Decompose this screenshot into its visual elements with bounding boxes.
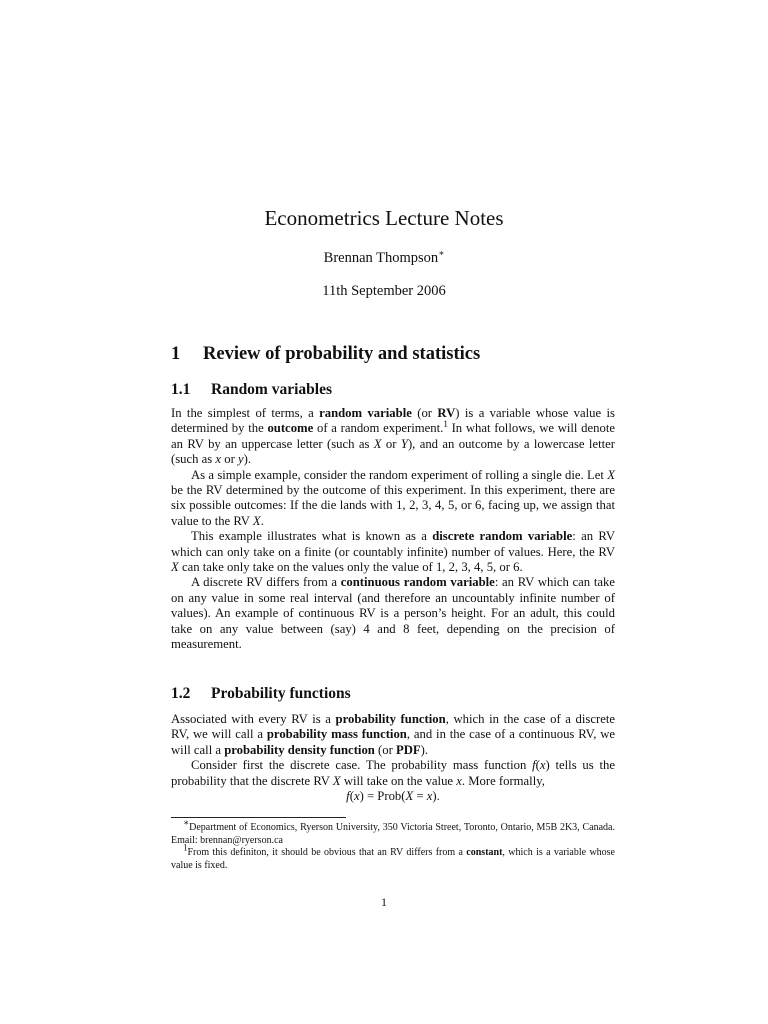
footnote-ref: 1	[443, 419, 448, 430]
paragraph: Associated with every RV is a probability function, which in the case of a discrete RV, we will call a probability mass function, and in the case of a continuous RV, we will call a probability density function (or PDF).	[171, 712, 616, 757]
footnote: $^1$From this definiton, it should be obvious that an RV differs from a constant, which is a variable whose value is fixed.	[171, 842, 615, 871]
subsection-number: 1.2	[171, 685, 191, 702]
author-footnote-mark: ∗	[438, 248, 445, 259]
paragraph: This example illustrates what is known as a discrete random variable: an RV which can only take on a finite (or countably infinite) number of values. Here, the RV X can take only take on the values only the value of 1, 2, 3, 4, 5, or 6.	[171, 529, 615, 575]
section-number: 1	[171, 344, 181, 364]
subsection-title: Random variables	[211, 381, 332, 398]
subsection-number: 1.1	[171, 381, 191, 398]
subsection-heading	[171, 381, 332, 399]
paragraph: As a simple example, consider the random experiment of rolling a single die. Let X be the RV determined by the outcome of this experiment. In this experiment, there are six possible outcomes: If the die lands with 1, 2, 3, 4, 5, or 6, facing up, we assign that value to the RV X.	[171, 467, 615, 528]
subsection-heading	[171, 685, 351, 703]
author-name: Brennan Thompson	[323, 250, 439, 266]
section-title: Review of probability and statistics	[203, 344, 481, 364]
paragraph: A discrete RV differs from a continuous random variable: an RV which can take on any value in some real interval (and therefore an uncountably infinite number of values). An example of continuous RV is a person’s height. For an adult, this could take on any value between (say) 4 and 8 feet, depending on the precision of measurement.	[171, 575, 615, 652]
section-heading	[171, 344, 480, 365]
paragraph: In the simplest of terms, a random variable (or RV) is a variable whose value is determined by the outcome of a random experiment.$^1$ In what follows, we will denote an RV by an uppercase letter (such as X or Y), and an outcome by a lowercase letter (such as x or y).	[171, 406, 615, 467]
subsection-title: Probability functions	[211, 685, 351, 702]
paragraph: Consider first the discrete case. The probability mass function f(x) tells us the probability that the discrete RV X will take on the value x. More formally,	[171, 758, 615, 788]
footnotes	[171, 817, 615, 872]
footnote-rule	[171, 817, 346, 818]
page-number: 1	[381, 895, 387, 909]
subsection-body	[171, 712, 615, 804]
author-line	[0, 250, 768, 267]
paper-date: 11th September 2006	[322, 283, 446, 299]
subsection-body	[171, 406, 615, 653]
equation: f(x) = Prob(X = x).	[346, 789, 440, 804]
footnote: ∗Department of Economics, Ryerson University, 350 Victoria Street, Toronto, Ontario, M5B 2K3, Canada. Email: brennan@ryerson.ca	[171, 817, 615, 846]
paper-title: Econometrics Lecture Notes	[264, 206, 504, 230]
